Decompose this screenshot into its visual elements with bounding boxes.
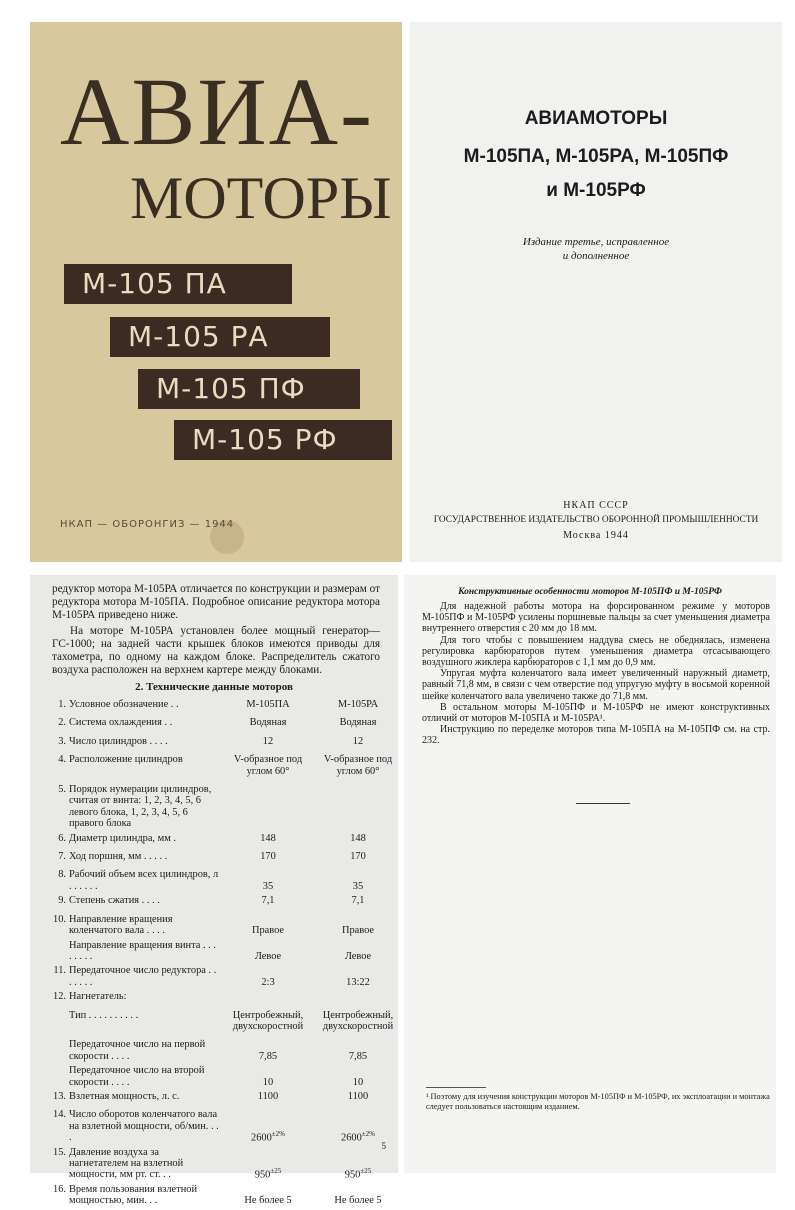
row-label: Давление воздуха за нагнетателем на взлетной мощности, мм рт. ст. . .	[69, 1146, 184, 1181]
row-number: 7.	[58, 851, 66, 863]
table-row	[50, 991, 386, 1002]
row-number: 15.	[53, 1146, 66, 1158]
row-number: 9.	[58, 895, 66, 907]
cover-bar-4: М-105 РФ	[174, 420, 392, 460]
row-number: 5.	[58, 784, 66, 796]
footnote-divider	[426, 1087, 486, 1088]
row-label: Рабочий объем всех цилиндров, л . . . . . .	[69, 869, 219, 892]
row-label: Направление вращения коленчатого вала . . . .	[69, 913, 173, 937]
row-number: 11.	[53, 965, 66, 977]
paragraph: Инструкцию по переделке моторов типа М-105ПА на М-105ПФ см. на стр. 232.	[422, 724, 770, 747]
table-row	[50, 717, 386, 728]
edition-line2: и дополненное	[562, 250, 630, 262]
table-row	[50, 736, 386, 747]
value-pa: $950^{\pm 25}$	[254, 1166, 282, 1181]
cover-title-line2: МОТОРЫ	[130, 165, 392, 231]
row-label: Передаточное число редуктора . . . . . . .	[69, 965, 217, 988]
value-pa: 7,1	[261, 895, 275, 907]
value-ra: М-105РА	[337, 699, 379, 710]
value-ra: $950^{\pm 25}$	[344, 1166, 372, 1181]
value-ra: 1100	[347, 1090, 369, 1102]
paragraph: Для надежной работы мотора на форсированном режиме у моторов М-105ПФ и М-105РФ усилены поршневые пальцы за счет уменьшения диаметра внутреннего отверстия с 20 мм до 18 мм.	[422, 601, 770, 635]
value-ra: 7,85	[348, 1050, 368, 1062]
book-cover	[30, 22, 402, 562]
row-label: Расположение цилиндров	[69, 754, 183, 766]
row-label: Тип . . . . . . . . . .	[69, 1009, 139, 1021]
table-row	[50, 965, 386, 988]
value-ra: 35	[352, 880, 364, 892]
publisher-line1: НКАП СССР	[563, 500, 629, 511]
value-ra: Центробежный, двухскоростной	[322, 1009, 394, 1032]
section-heading: Конструктивные особенности моторов М-105ПФ и М-105РФ	[458, 587, 722, 597]
title-line3: и М-105РФ	[546, 180, 646, 201]
row-number: 2.	[58, 717, 66, 729]
table-row	[50, 699, 386, 710]
table-row	[50, 1091, 386, 1102]
table-row	[50, 1065, 386, 1088]
table-row	[50, 754, 393, 777]
table-row	[50, 914, 386, 937]
paragraph-1: редуктор мотора М-105РА отличается по конструкции и размерам от редуктора мотора М-105ПА. Подробное описание редуктора мотора М-105РА приведено ниже.	[52, 583, 380, 621]
value-pa: Водяная	[249, 717, 287, 729]
table-row	[50, 1184, 386, 1207]
row-number: 12.	[53, 991, 66, 1003]
value-ra: 10	[352, 1076, 364, 1088]
value-pa: $2600^{\pm 2\%}$	[251, 1129, 285, 1144]
value-ra: Левое	[344, 950, 372, 962]
title-page	[410, 22, 782, 562]
value-ra: 148	[350, 832, 366, 844]
value-ra: 7,1	[351, 895, 365, 907]
paragraph-2: На моторе М-105РА установлен более мощный генератор—ГС-1000; на задней части крышек блоков имеются приводы для тахометра, по одному на каждом блоке. Распределитель сжатого воздуха расположен на верхнем картере между блоками.	[52, 625, 380, 676]
value-ra: 13:22	[346, 976, 370, 988]
value-ra: 12	[352, 735, 364, 747]
row-label: Нагнетатель:	[69, 991, 127, 1003]
value-pa: Не более 5	[244, 1195, 292, 1207]
table-row	[50, 851, 386, 862]
row-number: 10.	[53, 913, 66, 925]
row-label: Взлетная мощность, л. с.	[69, 1090, 180, 1102]
cover-bar-2: М-105 РА	[110, 317, 330, 357]
section-title: 2. Технические данные моторов	[135, 681, 293, 693]
value-ra: 170	[350, 851, 366, 863]
value-pa: Левое	[254, 950, 282, 962]
technical-data-table	[50, 699, 394, 1210]
cover-bar-3: М-105 ПФ	[138, 369, 360, 409]
value-pa: М-105ПА	[246, 699, 290, 710]
table-row	[50, 784, 386, 830]
row-number: 16.	[53, 1183, 66, 1195]
value-ra: Водяная	[339, 717, 377, 729]
value-pa: 2:3	[261, 976, 275, 988]
row-label: Число оборотов коленчатого вала на взлетной мощности, об/мин. . . .	[69, 1109, 219, 1144]
paragraph: В остальном моторы М-105ПФ и М-105РФ не имеют конструктивных отличий от моторов М-105ПА и М-105РА¹.	[422, 701, 770, 725]
row-label: Диаметр цилиндра, мм .	[69, 832, 176, 844]
section-divider	[576, 803, 630, 804]
paragraph: Для того чтобы с повышением наддува смесь не обеднялась, изменена регулировка карбюраторов путем уменьшения диаметра отсасывающего воздушного жиклера карбюраторов с 1,1 мм до 0,9 мм.	[422, 634, 770, 669]
value-pa: V-образное под углом 60°	[233, 754, 303, 777]
row-number: 8.	[58, 869, 66, 881]
paragraph: Упругая муфта коленчатого вала имеет увеличенный наружный диаметр, равный 71,8 мм, в связи с чем отверстие под упругую муфту в восьмой коренной шейке коленчатого вала увеличено также до 71,8 мм.	[422, 668, 770, 702]
table-row	[50, 833, 386, 844]
page-number: 5	[381, 1141, 386, 1151]
cover-title-line1: АВИА-	[60, 58, 374, 165]
row-number: 13.	[53, 1090, 66, 1102]
table-row	[50, 869, 386, 892]
page-technical-data	[30, 575, 398, 1207]
publisher-line2: ГОСУДАРСТВЕННОЕ ИЗДАТЕЛЬСТВО ОБОРОННОЙ ПРОМЫШЛЕННОСТИ	[433, 515, 759, 525]
row-label: Ход поршня, мм . . . . .	[69, 851, 168, 863]
table-row	[50, 1147, 386, 1181]
body-text	[422, 601, 770, 747]
value-pa: Центробежный, двухскоростной	[232, 1009, 304, 1032]
row-label: Порядок нумерации цилиндров, считая от винта: 1, 2, 3, 4, 5, 6 левого блока, 1, 2, 3, 4, 5, 6 правого блока	[69, 784, 212, 830]
row-label: Передаточное число на второй скорости . . . .	[69, 1065, 205, 1088]
row-label: Время пользования взлетной мощностью, мин. . .	[69, 1183, 198, 1207]
row-number: 3.	[58, 735, 66, 747]
row-number: 1.	[58, 699, 66, 710]
value-pa: 35	[262, 880, 274, 892]
value-ra: V-образное под углом 60°	[323, 754, 393, 777]
value-ra: Правое	[341, 925, 375, 937]
value-pa: 10	[262, 1076, 274, 1088]
value-pa: 1100	[257, 1090, 279, 1102]
row-number: 4.	[58, 754, 66, 766]
row-label: Система охлаждения . .	[69, 717, 173, 729]
value-pa: 148	[260, 832, 276, 844]
row-label: Направление вращения винта . . . . . . . .	[69, 939, 216, 962]
value-pa: Правое	[251, 925, 285, 937]
table-row	[50, 1009, 394, 1033]
title-line1: АВИАМОТОРЫ	[524, 108, 668, 129]
value-pa: 170	[260, 851, 276, 863]
value-ra: $2600^{\pm 2\%}$	[341, 1129, 375, 1144]
row-label: Степень сжатия . . . .	[69, 895, 160, 907]
row-number: 6.	[58, 832, 66, 844]
row-label: Условное обозначение . .	[69, 699, 179, 710]
row-label: Передаточное число на первой скорости . . . .	[69, 1039, 206, 1062]
row-label: Число цилиндров . . . .	[69, 735, 168, 747]
cover-publisher-footer: НКАП — ОБОРОНГИЗ — 1944	[60, 519, 235, 530]
value-pa: 12	[262, 735, 274, 747]
title-line2: М-105ПА, М-105РА, М-105ПФ	[463, 146, 729, 167]
city-year: Москва 1944	[563, 530, 629, 541]
edition-line1: Издание третье, исправленное	[522, 236, 670, 248]
table-row	[50, 1039, 386, 1062]
page-design-features	[404, 575, 776, 1173]
table-row	[50, 1109, 386, 1143]
value-ra: Не более 5	[334, 1195, 382, 1207]
row-number: 14.	[53, 1109, 66, 1121]
table-row	[50, 940, 386, 963]
footnote: ¹ Поэтому для изучения конструкции моторов М-105ПФ и М-105РФ, их эксплоатации и монтажа следует пользоваться настоящим изданием.	[426, 1092, 770, 1111]
cover-bar-1: М-105 ПА	[64, 264, 292, 304]
value-pa: 7,85	[258, 1050, 278, 1062]
table-row	[50, 895, 386, 906]
